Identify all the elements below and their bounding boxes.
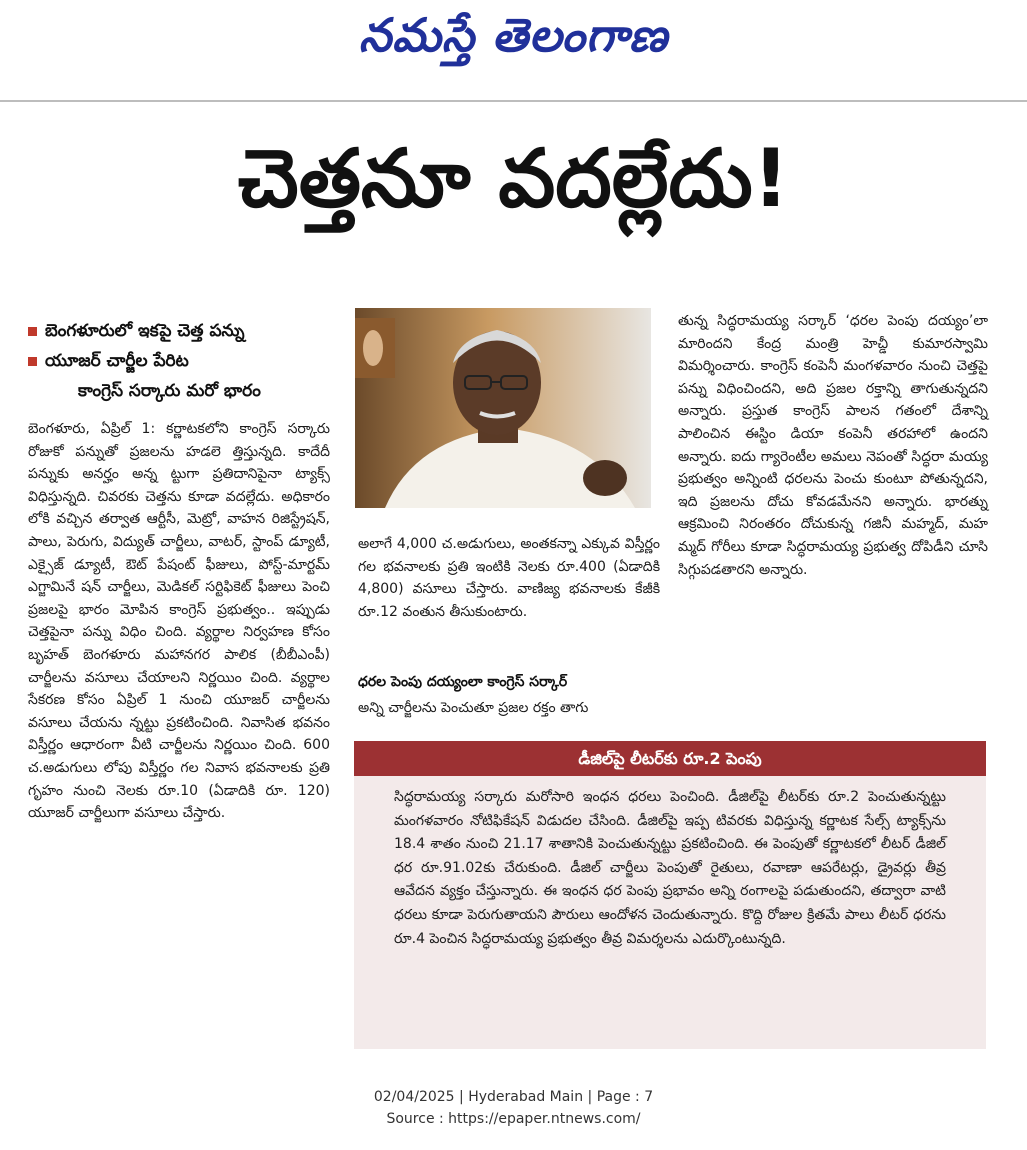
bullet-icon: [28, 327, 37, 336]
footer-source: Source : https://epaper.ntnews.com/: [386, 1111, 641, 1127]
politician-photo: [355, 308, 651, 508]
headline: చెత్తనూ వదల్లేదు!: [237, 132, 790, 225]
footer-edition: 02/04/2025 | Hyderabad Main | Page : 7: [373, 1089, 654, 1105]
subhead-3: కాంగ్రెస్ సర్కారు మరో భారం: [78, 381, 261, 401]
subhead-2: యూజర్ చార్జీల పేరిట: [28, 346, 348, 376]
masthead-divider: [0, 100, 1027, 102]
subheads: [28, 316, 348, 406]
box-body: సిద్ధరామయ్య సర్కారు మరోసారి ఇంధన ధరలు పెంచింది. డీజిల్‌పై లీటర్‌కు రూ.2 పెంచుతున్నట్టు మంగళవారం నోటిఫికేషన్ విడుదల చేసింది. డీజిల్‌పై ఇప్ప టివరకు విధిస్తున్న కర్ణాటక సేల్స్ ట్యాక్స్‌ను 18.4 శాతం నుంచి 21.17 శాతానికి పెంచుతున్నట్టు ప్రకటించింది. ఈ పెంపుతో కర్ణాటకలో లీటర్ డీజిల్ ధర రూ.91.02కు చేరుకుంది. డీజిల్ చార్జీలు పెంపుతో రైతులు, రవాణా ఆపరేటర్లు, డ్రైవర్లు తీవ్ర ఆవేదన వ్యక్తం చేస్తున్నారు. ఈ ఇంధన ధర పెంపు ప్రభావం అన్ని రంగాలపై పడుతుందని, తద్వారా వాటి ధరలు కూడా పెరుగుతాయని పౌరులు ఆందోళన చెందుతున్నారు. కొద్ది రోజుల క్రితమే పాలు లీటర్ ధరను రూ.4 పెంచిన సిద్ధరామయ్య ప్రభుత్వం తీవ్ర విమర్శలను ఎదుర్కొంటున్నది.: [394, 789, 946, 947]
masthead-logo: నమస్తే తెలంగాణ: [358, 8, 669, 62]
subhead-1: బెంగళూరులో ఇకపై చెత్త పన్ను: [28, 316, 348, 346]
diesel-price-box: [354, 741, 986, 1049]
article-column-2-continued: అన్ని చార్జీలను పెంచుతూ ప్రజల రక్తం తాగు: [358, 700, 589, 716]
article-column-3: తున్న సిద్ధరామయ్య సర్కార్ ‘ధరల పెంపు దయ్యం’లా మారిందని కేంద్ర మంత్రి హెచ్డీ కుమారస్వామి విమర్శించారు. కాంగ్రెస్ కంపెనీ మంగళవారం నుంచి చెత్తపై పన్ను విధించిందని, అది ప్రజల రక్తాన్ని తాగుతున్నదని అన్నారు. ప్రస్తుత కాంగ్రెస్ పాలన గతంలో దేశాన్ని పాలించిన ఈస్టిం డియా కంపెనీ తరహాలో ఉందని అన్నారు. ఐదు గ్యారెంటీల అమలు నెపంతో సిద్ధరా మయ్య ప్రభుత్వం అన్నింటి ధరలను పెంచు కుంటూ పోతున్నదని, ఇది ప్రజలను దోచు కోవడమేనని అన్నారు. భారత్ను ఆక్రమించి నిరంతరం దోచుకున్న గజినీ మహ్మద్, మహ మ్మద్ గోరీలు కూడా సిద్ధరామయ్య ప్రభుత్వ దోపిడీని చూసి సిగ్గుపడతారని అన్నారు.: [678, 313, 988, 578]
article-column-2: అలాగే 4,000 చ.అడుగులు, అంతకన్నా ఎక్కువ విస్తీర్ణం గల భవనాలకు ప్రతి ఇంటికి నెలకు రూ.400 (ఏడాదికి 4,800) వసూలు చేస్తారు. వాణిజ్య భవనాలకు కేజీకి రూ.12 వంతున తీసుకుంటారు.: [358, 536, 660, 620]
article-column-1: బెంగళూరు, ఏప్రిల్ 1: కర్ణాటకలోని కాంగ్రెస్ సర్కారు రోజుకో పన్నుతో ప్రజలను హడలె త్తిస్తున్నది. కాదేదీ పన్నుకు అనర్హం అన్న ట్టుగా ప్రతిదానిపైనా ట్యాక్స్ విధిస్తున్నది. చివరకు చెత్తను కూడా వదల్లేదు. అధికారం లోకి వచ్చిన తర్వాత ఆర్టీసీ, మెట్రో, వాహన రిజిస్ట్రేషన్, పాలు, పెరుగు, విద్యుత్ చార్జీలు, వాటర్, స్టాంప్ డ్యూటీ, ఎక్సైజ్ డ్యూటీ, ఔట్ పేషంట్ ఫీజులు, పోస్ట్-మార్టమ్ ఎగ్జామినే షన్ చార్జీలు, మెడికల్ సర్టిఫికెట్ ఫీజులు పెంచి ప్రజలపై భారం మోపిన కాంగ్రెస్ ప్రభుత్వం.. ఇప్పుడు చెత్తపైనా పన్ను విధిం చింది. వ్యర్థాల నిర్వహణ కోసం బృహత్ బెంగళూరు మహానగర పాలిక (బీబీఎంపీ) చార్జీలను వసూలు చేయాలని నిర్ణయిం చింది. వ్యర్థాల సేకరణ కోసం ఏప్రిల్ 1 నుంచి యూజర్ చార్జీలను వసూలు చేయను న్నట్టు ప్రకటించింది. నివాసిత భవనం విస్తీర్ణం ఆధారంగా వీటి చార్జీలను నిర్ణయిం చింది. 600 చ.అడుగులు లోపు విస్తీర్ణం గల నివాస భవనాలకు ప్రతి గృహం నుంచి నెలకు రూ.10 (ఏడాదికి రూ. 120) యూజర్ చార్జీలుగా వసూలు చేస్తారు.: [28, 421, 330, 822]
column-2-subheading: ధరల పెంపు దయ్యంలా కాంగ్రెస్ సర్కార్: [358, 674, 568, 690]
box-title: డీజిల్‌పై లీటర్‌కు రూ.2 పెంపు: [354, 741, 986, 776]
photo-illustration: [355, 308, 651, 508]
bullet-icon: [28, 357, 37, 366]
